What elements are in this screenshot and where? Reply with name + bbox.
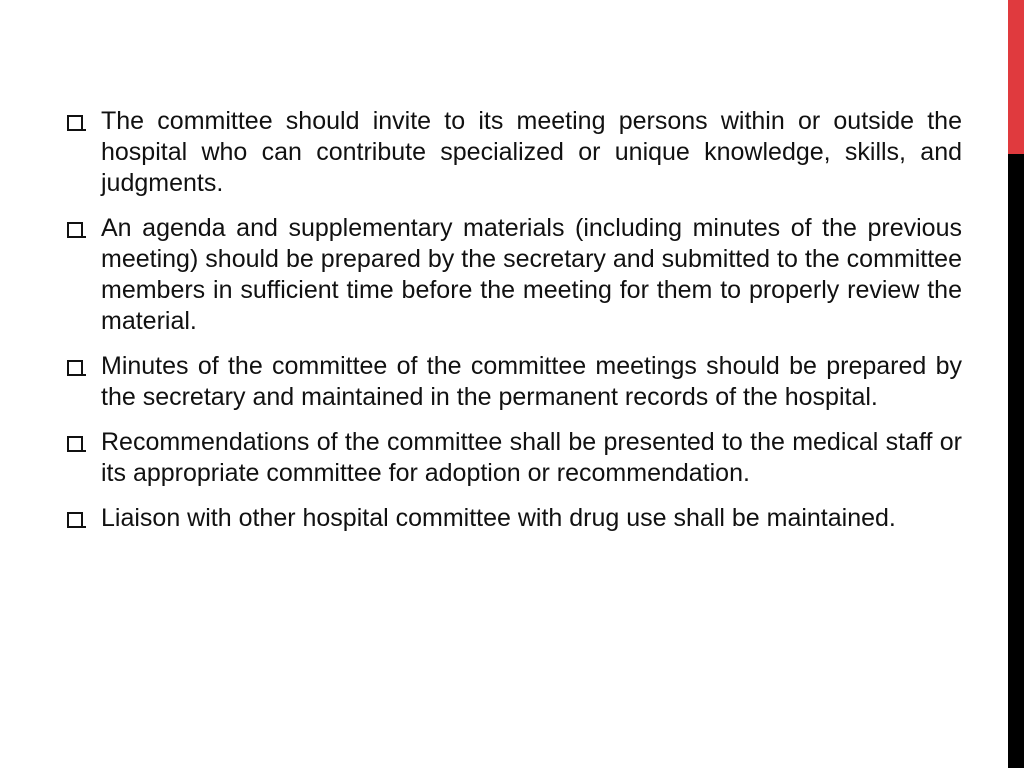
bullet-text: Recommendations of the committee shall be presented to the medical staff or its appropriate committee for adoption or recommendation. — [101, 428, 962, 487]
accent-bar-black — [1008, 154, 1024, 768]
bullet-item — [64, 351, 962, 413]
bullet-text: Liaison with other hospital committee with drug use shall be maintained. — [101, 504, 896, 532]
checkbox-bullet-icon — [67, 115, 83, 131]
checkbox-bullet-icon — [67, 360, 83, 376]
checkbox-bullet-icon — [67, 512, 83, 528]
checkbox-bullet-icon — [67, 222, 83, 238]
bullet-list — [64, 106, 962, 548]
bullet-item — [64, 213, 962, 337]
checkbox-bullet-icon — [67, 436, 83, 452]
accent-bar-red — [1008, 0, 1024, 154]
bullet-item — [64, 106, 962, 199]
bullet-item — [64, 503, 962, 534]
bullet-text: An agenda and supplementary materials (including minutes of the previous meeting) should be prepared by the secretary and submitted to the committee members in sufficient time before the meeting for them to properly review the material. — [101, 214, 962, 335]
bullet-text: Minutes of the committee of the committee meetings should be prepared by the secretary and maintained in the permanent records of the hospital. — [101, 352, 962, 411]
bullet-item — [64, 427, 962, 489]
bullet-text: The committee should invite to its meeting persons within or outside the hospital who can contribute specialized or unique knowledge, skills, and judgments. — [101, 107, 962, 197]
